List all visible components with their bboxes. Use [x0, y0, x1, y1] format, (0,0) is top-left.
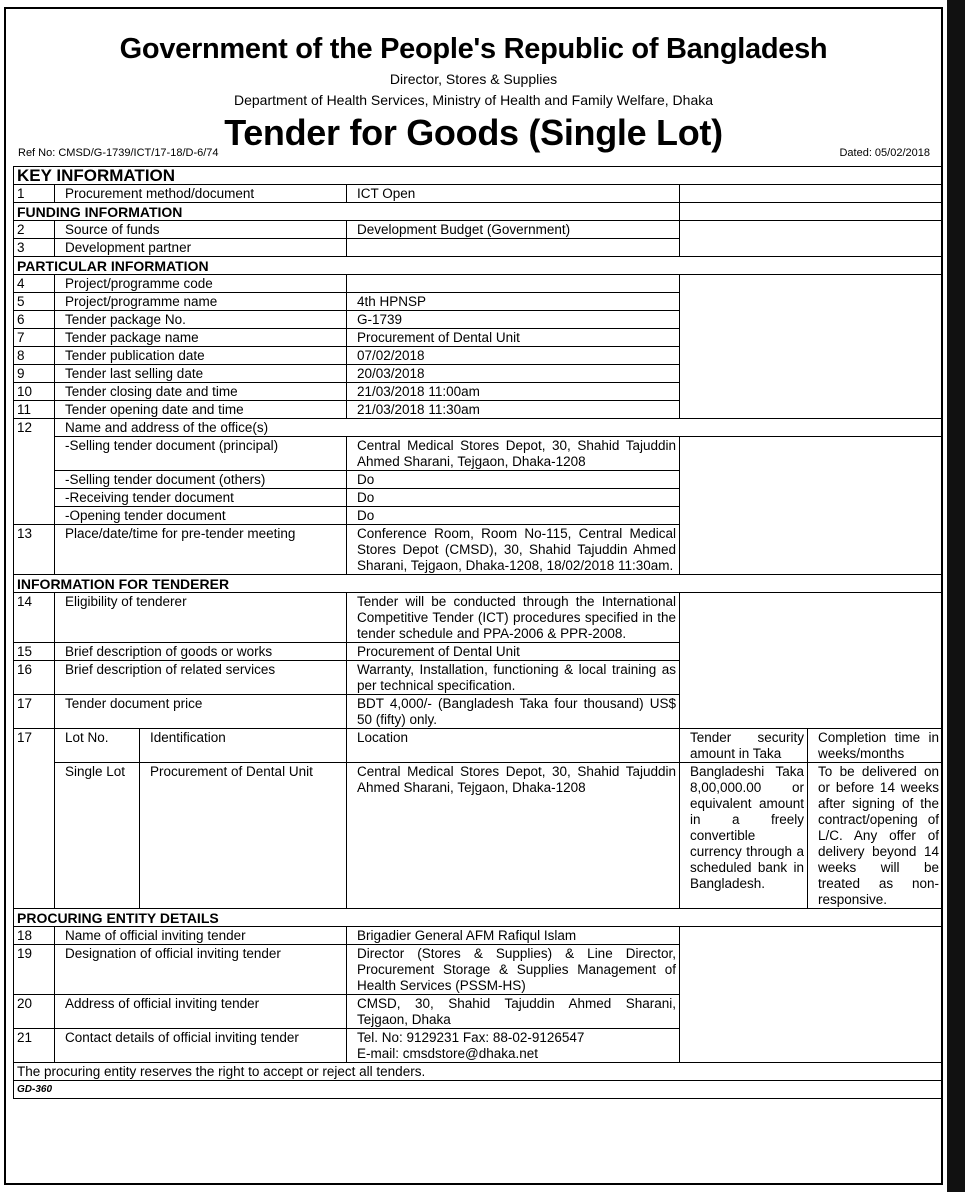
- row-blank: [680, 437, 943, 575]
- row-value: Development Budget (Government): [347, 221, 680, 239]
- row-number: 3: [14, 239, 55, 257]
- row-number: 11: [14, 401, 55, 419]
- row-value: Procurement of Dental Unit: [347, 643, 680, 661]
- lot-header-row: [14, 729, 943, 763]
- row-number: 16: [14, 661, 55, 695]
- section-header: [14, 167, 943, 185]
- particular-information-heading: PARTICULAR INFORMATION: [14, 257, 943, 275]
- completion-header: Completion time in weeks/months: [808, 729, 943, 763]
- row-number-blank: [14, 507, 55, 525]
- location-header: Location: [347, 729, 680, 763]
- row-label: Tender package No.: [55, 311, 347, 329]
- row-number-blank: [14, 489, 55, 507]
- notice-date: Dated: 05/02/2018: [839, 147, 930, 159]
- row-number: 7: [14, 329, 55, 347]
- table-row: [14, 593, 943, 643]
- row-blank: [680, 185, 943, 203]
- row-label: Source of funds: [55, 221, 347, 239]
- row-label: Place/date/time for pre-tender meeting: [55, 525, 347, 575]
- row-number: 19: [14, 945, 55, 995]
- section-header: [14, 909, 943, 927]
- tenderer-information-heading: INFORMATION FOR TENDERER: [14, 575, 943, 593]
- row-value: BDT 4,000/- (Bangladesh Taka four thousand) US$ 50 (fifty) only.: [347, 695, 680, 729]
- section-header: [14, 257, 943, 275]
- lot-no: Single Lot: [55, 763, 140, 909]
- row-value: 4th HPNSP: [347, 293, 680, 311]
- row-number: 4: [14, 275, 55, 293]
- funding-information-heading: FUNDING INFORMATION: [14, 203, 680, 221]
- row-number: 9: [14, 365, 55, 383]
- row-number: 18: [14, 927, 55, 945]
- table-row: [14, 221, 943, 239]
- row-value: Brigadier General AFM Rafiqul Islam: [347, 927, 680, 945]
- row-label: Project/programme code: [55, 275, 347, 293]
- row-value: CMSD, 30, Shahid Tajuddin Ahmed Sharani, Tejgaon, Dhaka: [347, 995, 680, 1029]
- footer-code: GD-360: [14, 1081, 943, 1099]
- row-number: 5: [14, 293, 55, 311]
- row-value: Conference Room, Room No-115, Central Medical Stores Depot (CMSD), 30, Shahid Tajuddin Ahmed Sharani, Tejgaon, Dhaka-1208, 18/02/2018 11:30am.: [347, 525, 680, 575]
- row-label: Address of official inviting tender: [55, 995, 347, 1029]
- row-label: Tender document price: [55, 695, 347, 729]
- row-number: 8: [14, 347, 55, 365]
- row-number: 12: [14, 419, 55, 437]
- tender-title: Tender for Goods (Single Lot): [224, 112, 723, 153]
- contact-email: E-mail: cmsdstore@dhaka.net: [357, 1046, 539, 1061]
- row-label: Brief description of goods or works: [55, 643, 347, 661]
- row-number: 17: [14, 729, 55, 909]
- row-label: Brief description of related services: [55, 661, 347, 695]
- row-label: Tender publication date: [55, 347, 347, 365]
- footer-code-row: [14, 1081, 943, 1099]
- row-blank: [680, 927, 943, 1063]
- row-label: Tender package name: [55, 329, 347, 347]
- section-header: [14, 203, 943, 221]
- row-value: 21/03/2018 11:00am: [347, 383, 680, 401]
- row-label: Tender closing date and time: [55, 383, 347, 401]
- row-label: -Selling tender document (principal): [55, 437, 347, 471]
- table-row: [14, 419, 943, 437]
- row-value: G-1739: [347, 311, 680, 329]
- lot-completion: To be delivered on or before 14 weeks after signing of the contract/opening of L/C. Any offer of delivery beyond 14 weeks will be treated as non-responsive.: [808, 763, 943, 909]
- row-number: 1: [14, 185, 55, 203]
- lot-security: Bangladeshi Taka 8,00,000.00 or equivalent amount in a freely convertible currency through a scheduled bank in Bangladesh.: [680, 763, 808, 909]
- row-value: [347, 239, 680, 257]
- row-label: -Receiving tender document: [55, 489, 347, 507]
- row-number: 14: [14, 593, 55, 643]
- footer-row: [14, 1063, 943, 1081]
- section-header: [14, 575, 943, 593]
- table-row: [14, 275, 943, 293]
- page-edge-shadow: [947, 0, 965, 1192]
- row-label: Eligibility of tenderer: [55, 593, 347, 643]
- row-value: Do: [347, 489, 680, 507]
- procuring-entity-heading: PROCURING ENTITY DETAILS: [14, 909, 943, 927]
- row-label: Procurement method/document: [55, 185, 347, 203]
- row-number-blank: [14, 437, 55, 471]
- row-label: -Opening tender document: [55, 507, 347, 525]
- contact-phone-fax: Tel. No: 9129231 Fax: 88-02-9126547: [357, 1030, 585, 1045]
- row-label: Name and address of the office(s): [55, 419, 943, 437]
- tender-info-table: [13, 166, 943, 1099]
- row-value: Director (Stores & Supplies) & Line Director, Procurement Storage & Supplies Management of Health Services (PSSM-HS): [347, 945, 680, 995]
- row-blank: [680, 203, 943, 221]
- table-row: [14, 185, 943, 203]
- row-number: 2: [14, 221, 55, 239]
- security-header: Tender security amount in Taka: [680, 729, 808, 763]
- row-label: Tender opening date and time: [55, 401, 347, 419]
- row-value: Central Medical Stores Depot, 30, Shahid Tajuddin Ahmed Sharani, Tejgaon, Dhaka-1208: [347, 437, 680, 471]
- footer-note: The procuring entity reserves the right to accept or reject all tenders.: [14, 1063, 943, 1081]
- row-number: 10: [14, 383, 55, 401]
- row-value: 07/02/2018: [347, 347, 680, 365]
- department-name: Department of Health Services, Ministry of Health and Family Welfare, Dhaka: [233, 92, 714, 108]
- lot-no-header: Lot No.: [55, 729, 140, 763]
- row-label: Tender last selling date: [55, 365, 347, 383]
- row-value: 21/03/2018 11:30am: [347, 401, 680, 419]
- reference-number: Ref No: CMSD/G-1739/ICT/17-18/D-6/74: [18, 147, 219, 159]
- row-label: Project/programme name: [55, 293, 347, 311]
- row-value: 20/03/2018: [347, 365, 680, 383]
- lot-identification: Procurement of Dental Unit: [140, 763, 347, 909]
- government-heading: Government of the People's Republic of Bangladesh: [119, 33, 828, 65]
- row-number-blank: [14, 471, 55, 489]
- key-information-heading: KEY INFORMATION: [14, 167, 943, 185]
- row-number: 17: [14, 695, 55, 729]
- row-blank: [680, 593, 943, 729]
- row-value: Warranty, Installation, functioning & local training as per technical specification.: [347, 661, 680, 695]
- row-number: 15: [14, 643, 55, 661]
- row-value: ICT Open: [347, 185, 680, 203]
- row-number: 13: [14, 525, 55, 575]
- lot-location: Central Medical Stores Depot, 30, Shahid Tajuddin Ahmed Sharani, Tejgaon, Dhaka-1208: [347, 763, 680, 909]
- row-number: 6: [14, 311, 55, 329]
- row-value: Do: [347, 507, 680, 525]
- row-value: [347, 275, 680, 293]
- row-value: Do: [347, 471, 680, 489]
- tender-notice: [4, 7, 943, 1185]
- table-row: [14, 437, 943, 471]
- row-blank: [680, 275, 943, 419]
- row-number: 20: [14, 995, 55, 1029]
- office-name: Director, Stores & Supplies: [389, 71, 558, 87]
- row-label: Designation of official inviting tender: [55, 945, 347, 995]
- lot-row: [14, 763, 943, 909]
- row-value: Tender will be conducted through the International Competitive Tender (ICT) procedures specified in the tender schedule and PPA-2006 & PPR-2008.: [347, 593, 680, 643]
- row-label: -Selling tender document (others): [55, 471, 347, 489]
- row-value: Procurement of Dental Unit: [347, 329, 680, 347]
- table-row: [14, 927, 943, 945]
- row-blank: [680, 221, 943, 257]
- row-label: Development partner: [55, 239, 347, 257]
- row-number: 21: [14, 1029, 55, 1063]
- row-label: Contact details of official inviting tender: [55, 1029, 347, 1063]
- identification-header: Identification: [140, 729, 347, 763]
- row-value: [347, 1029, 680, 1063]
- row-label: Name of official inviting tender: [55, 927, 347, 945]
